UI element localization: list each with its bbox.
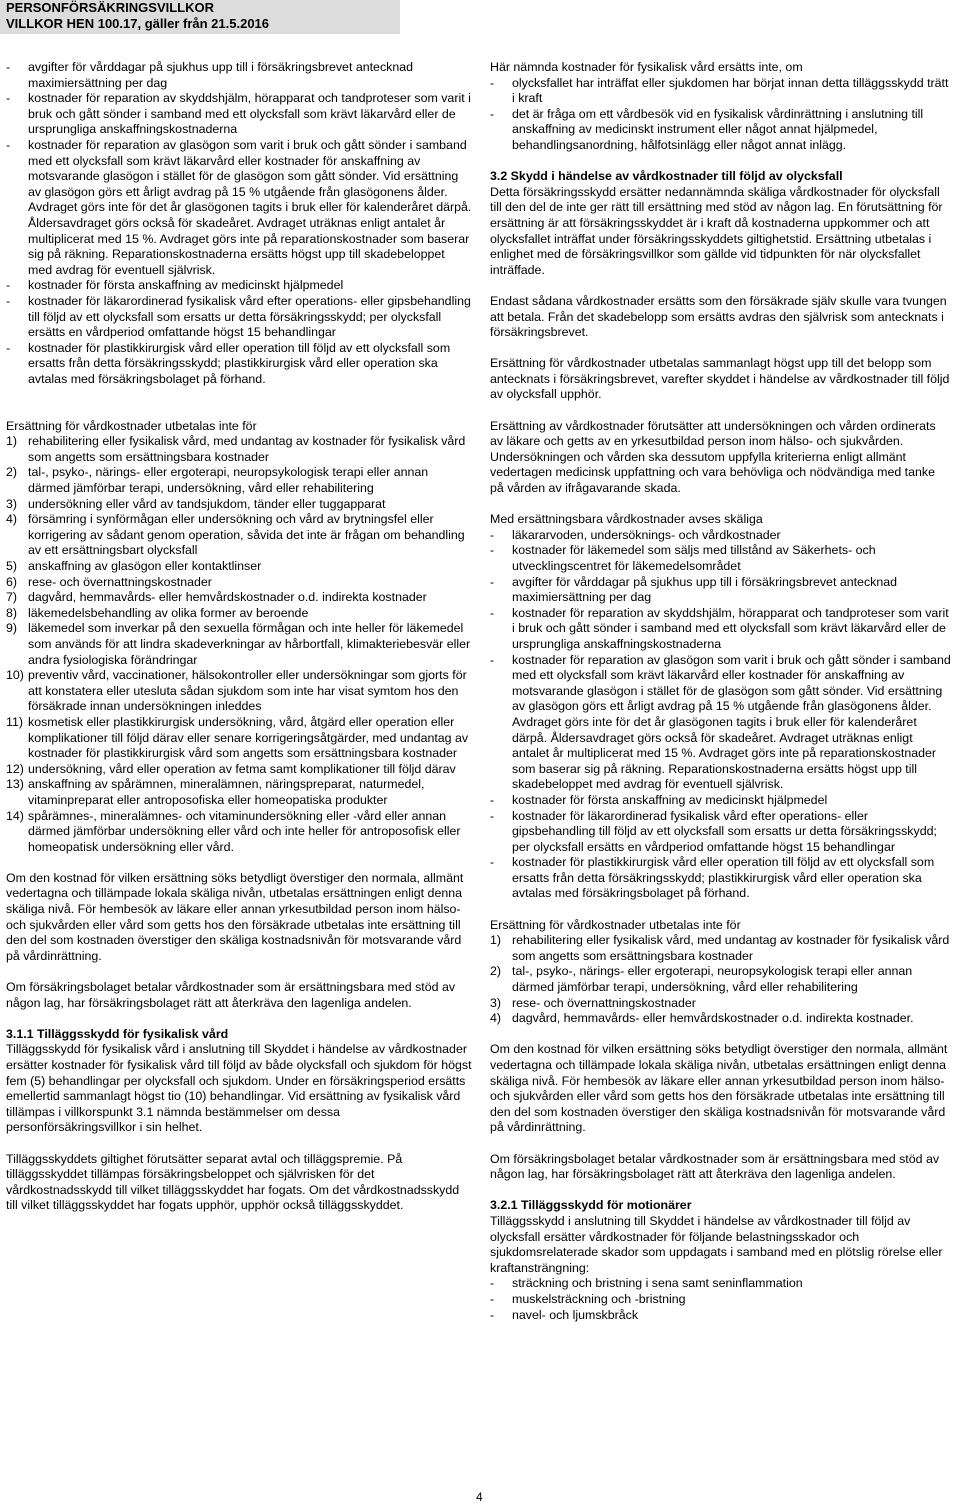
- item-text: kosmetisk eller plastikkirurgisk undersökning, vård, åtgärd eller operation eller komplikationer till följd därav eller senare korrigeringsåtgärder, med undantag av kostnader för plastikkirurgisk vård som angetts som ersättningsbara kostnader: [28, 714, 469, 761]
- list-item: - kostnader för reparation av glasögon som varit i bruk och gått sönder i samband med ett olycksfall som krävt läkarvård eller kostnader för anskaffning av motsvarande glasögon i stället för de glasögon som gått sönder. Vid ersättning av glasögon görs ett årligt avdrag på 15 % utgående från glasögonens ålder. Avdraget görs inte för det år glasögonen tagits i bruk eller för kalenderåret därpå. Åldersavdraget görs också för skadeåret. Avdraget uträknas enligt antalet år multiplicerat med 15 %. Avdraget görs inte på reparationskostnader som baserar sig på räkning. Reparationskostnaderna ersätts högst upp till skadebeloppet med avdrag för eventuell självrisk.: [6, 138, 472, 278]
- section-heading: 3.2.1 Tilläggsskydd för motionärer: [490, 1198, 692, 1213]
- paragraph: Tilläggsskydd för fysikalisk vård i anslutning till Skyddet i händelse av vårdkostnader ersätter kostnader för fysikalisk vård till följd av både olycksfall och sjukdom för högst fem (5) behandlingar per olycksfall och sjukdom. Under en försäkringsperiod ersätts emellertid sammanlagt högst tio (10) behandlingar. Vid ersättning av fysikalisk vård tillämpas i villkorspunkt 3.1 nämnda bestämmelser om dessa personförsäkringsvillkor i sin helhet.: [6, 1042, 472, 1135]
- item-number: 6): [6, 574, 18, 589]
- section-heading: 3.1.1 Tilläggsskydd för fysikalisk vård: [6, 1026, 229, 1041]
- item-number: 11): [6, 714, 23, 729]
- item-number: 8): [6, 605, 18, 620]
- item-number: 5): [6, 559, 18, 573]
- list-item: - kostnader för plastikkirurgisk vård eller operation till följd av ett olycksfall som ersatts från detta försäkringsskydd; plastikkirurgisk vård eller operation ska avtalas med försäkringsbolaget på förhand.: [6, 341, 472, 388]
- item-text: dagvård, hemmavårds- eller hemvårdskostnader o.d. indirekta kostnader.: [512, 1011, 914, 1026]
- numbered-list-item: [6, 434, 472, 465]
- paragraph: Tilläggsskyddets giltighet förutsätter separat avtal och tilläggspremie. På tilläggsskyddet tillämpas försäkringsbeloppet och självrisken för det vårdkostnadsskydd till vilket tilläggsskyddet har fogats. Om det vårdkostnadsskydd till vilket tilläggsskyddet har fogats upphör, upphör också tilläggsskyddet.: [6, 1151, 460, 1213]
- item-number: 4): [490, 1011, 502, 1026]
- section-heading: 3.2 Skydd i händelse av vårdkostnader till följd av olycksfall: [490, 169, 843, 184]
- item-number: 1): [6, 434, 18, 449]
- list-item: - kostnader för första anskaffning av medicinskt hjälpmedel: [490, 793, 952, 809]
- item-number: 12): [6, 761, 24, 776]
- numbered-list-item: [6, 575, 472, 591]
- item-text: läkemedelsbehandling av olika former av beroende: [28, 605, 309, 620]
- paragraph: Här nämnda kostnader för fysikalisk vård ersätts inte, om: [490, 60, 803, 74]
- paragraph: Endast sådana vårdkostnader ersätts som den försäkrade själv skulle vara tvungen att betala. Från det skadebelopp som ersätts avdras den självrisk som antecknats i försäkringsbrevet.: [490, 293, 947, 340]
- item-number: 2): [6, 465, 18, 480]
- document-version: VILLKOR HEN 100.17, gäller från 21.5.2016: [6, 16, 270, 31]
- list-item: - kostnader för reparation av skyddshjälm, hörapparat och tandproteser som varit i bruk och gått sönder i samband med ett olycksfall som krävt läkarvård eller de ursprungliga anskaffningskostnaderna: [490, 606, 952, 653]
- item-number: 14): [6, 808, 24, 823]
- page-number: 4: [476, 1490, 483, 1504]
- item-number: 7): [6, 590, 18, 605]
- item-number: 3): [490, 995, 502, 1010]
- numbered-list-item: [6, 559, 472, 575]
- item-text: rese- och övernattningskostnader: [512, 995, 696, 1010]
- item-text: dagvård, hemmavårds- eller hemvårdskostnader o.d. indirekta kostnader: [28, 590, 427, 605]
- numbered-list-item: [6, 621, 472, 668]
- paragraph: Med ersättningsbara vårdkostnader avses skäliga: [490, 512, 763, 527]
- list-item: - navel- och ljumskbråck: [490, 1308, 952, 1324]
- item-number: 9): [6, 621, 18, 636]
- item-text: rehabilitering eller fysikalisk vård, med undantag av kostnader för fysikalisk vård som angetts som ersättningsbara kostnader: [512, 933, 950, 963]
- numbered-list-item: [6, 715, 472, 762]
- paragraph: Tilläggsskydd i anslutning till Skyddet i händelse av vårdkostnader till följd av olycksfall ersätter vårdkostnader för följande belastningsskador och sjukdomsrelaterade skador som uppdagats i samband med en plötslig rörelse eller kraftansträngning:: [490, 1213, 943, 1275]
- paragraph: Ersättning för vårdkostnader utbetalas inte för: [6, 418, 257, 433]
- list-item: - läkararvoden, undersöknings- och vårdkostnader: [490, 528, 952, 544]
- list-item: - kostnader för läkarordinerad fysikalisk vård efter operations- eller gipsbehandling till följd av ett olycksfall som ersatts ur detta försäkringsskydd; per olycksfall ersätts en vårdperiod omfattande högst 15 behandlingar: [490, 809, 952, 856]
- numbered-list-item: [6, 606, 472, 622]
- numbered-list-item: [6, 668, 472, 715]
- list-item: - sträckning och bristning i sena samt seninflammation: [490, 1276, 952, 1292]
- paragraph: Ersättning av vårdkostnader förutsätter att undersökningen och vården ordinerats av läkare och getts av en yrkesutbildad person inom hälso- och sjukvården. Undersökningen och vården ska dessutom uppfylla kriterierna enligt allmänt vedertagen medicinsk uppfattning och vara behövliga och nödvändiga med tanke på vården av ifrågavarande skada.: [490, 418, 936, 496]
- item-number: 2): [490, 964, 502, 979]
- numbered-list-item: [6, 497, 472, 513]
- list-item: - kostnader för första anskaffning av medicinskt hjälpmedel: [6, 278, 472, 294]
- list-item: - avgifter för vårddagar på sjukhus upp till i försäkringsbrevet antecknad maximiersättning per dag: [490, 575, 952, 606]
- paragraph: Ersättning för vårdkostnader utbetalas sammanlagt högst upp till det belopp som antecknats i försäkringsbrevet, varefter skyddet i händelse av vårdkostnader till följd av olycksfall upphör.: [490, 356, 950, 402]
- item-text: tal-, psyko-, närings- eller ergoterapi, neuropsykologisk terapi eller annan därmed jämförbar terapi, undersökning, vård eller rehabilitering: [28, 465, 429, 496]
- list-item: - kostnader för plastikkirurgisk vård eller operation till följd av ett olycksfall som ersatts från detta försäkringsskydd; plastikkirurgisk vård eller operation ska avtalas med försäkringsbolaget på förhand.: [490, 855, 952, 902]
- list-item: - det är fråga om ett vårdbesök vid en fysikalisk vårdinrättning i anslutning till anskaffning av medicinskt instrument eller något annat hjälpmedel, behandlingsanordning, hålfotsinlägg eller något annat inlägg.: [490, 107, 952, 154]
- numbered-list-item: [6, 590, 472, 606]
- item-text: preventiv vård, vaccinationer, hälsokontroller eller undersökningar som gjorts för att konstatera eller utesluta sådan sjukdom som inte har visat symtom hos den försäkrade innan undersökningen inleddes: [28, 668, 467, 714]
- numbered-list-item: [490, 964, 952, 995]
- numbered-list-item: [6, 809, 472, 856]
- item-number: 1): [490, 933, 502, 948]
- numbered-list-item: [6, 465, 472, 496]
- item-number: 13): [6, 777, 24, 792]
- numbered-list: [490, 933, 952, 1027]
- left-column: [6, 60, 472, 1214]
- item-text: rese- och övernattningskostnader: [28, 574, 212, 589]
- numbered-list-item: [490, 933, 952, 964]
- numbered-list-item: [6, 762, 472, 778]
- item-text: anskaffning av spårämnen, mineralämnen, näringspreparat, naturmedel, vitaminpreparat eller antroposofiska eller homeopatiska produkter: [28, 777, 425, 807]
- item-text: anskaffning av glasögon eller kontaktlinser: [28, 559, 262, 573]
- paragraph: Ersättning för vårdkostnader utbetalas inte för: [490, 917, 741, 932]
- item-text: undersökning, vård eller operation av fetma samt komplikationer till följd därav: [28, 761, 456, 776]
- item-text: undersökning eller vård av tandsjukdom, tänder eller tuggapparat: [28, 496, 386, 511]
- numbered-list-item: [6, 777, 472, 808]
- item-text: läkemedel som inverkar på den sexuella förmågan och inte heller för läkemedel som används för att lindra skadeverkningar av hårbortfall, klimakteriebesvär eller andra fysiologiska förändringar: [28, 621, 471, 667]
- item-number: 3): [6, 496, 18, 511]
- list-item: - kostnader för läkarordinerad fysikalisk vård efter operations- eller gipsbehandling till följd av ett olycksfall som ersatts ur detta försäkringsskydd; per olycksfall ersätts en vårdperiod omfattande högst 15 behandlingar: [6, 294, 472, 341]
- list-item: - avgifter för vårddagar på sjukhus upp till i försäkringsbrevet antecknad maximiersättning per dag: [6, 60, 472, 91]
- numbered-list: [6, 434, 472, 855]
- numbered-list-item: [6, 512, 472, 559]
- item-text: rehabilitering eller fysikalisk vård, med undantag av kostnader för fysikalisk vård som angetts som ersättningsbara kostnader: [28, 434, 466, 464]
- list-item: - muskelsträckning och -bristning: [490, 1292, 952, 1308]
- item-text: tal-, psyko-, närings- eller ergoterapi, neuropsykologisk terapi eller annan därmed jämförbar terapi, undersökning, vård eller rehabilitering: [512, 964, 913, 995]
- item-number: 10): [6, 668, 24, 683]
- numbered-list-item: [490, 996, 952, 1012]
- paragraph: Om försäkringsbolaget betalar vårdkostnader som är ersättningsbara med stöd av någon lag, har försäkringsbolaget rätt att återkräva den lagenliga andelen.: [6, 980, 456, 1010]
- list-item: - kostnader för läkemedel som säljs med tillstånd av Säkerhets- och utvecklingscentret för läkemedelsområdet: [490, 543, 952, 574]
- paragraph: Om den kostnad för vilken ersättning söks betydligt överstiger den normala, allmänt vedertagna och tillämpade lokala skäliga nivån, utbetalas ersättningen enligt denna skäliga nivå. För hembesök av läkare eller annan yrkesutbildad person inom hälso- och sjukvården eller vård som getts hos den försäkrade utbetalas inte ersättning till den del som kostnaden överstiger den skäliga kostnadsnivån för motsvarande vård på vårdinrättning.: [490, 1042, 948, 1135]
- item-text: försämring i synförmågan eller undersökning och vård av brytningsfel eller korrigering av sådant genom operation, såvida det inte är frågan om behandling av ett ersättningsbart olycksfall: [28, 512, 465, 558]
- document-title: PERSONFÖRSÄKRINGSVILLKOR: [6, 0, 215, 15]
- paragraph: Detta försäkringsskydd ersätter nedannämnda skäliga vårdkostnader för olycksfall till den del de inte ger rätt till ersättning med stöd av någon lag. En förutsättning för ersättning är att försäkringsskyddet är i kraft då kostnaderna uppkommer och att olycksfallet inträffat under försäkringsskyddets giltighetstid. Ersättning utbetalas i enlighet med de försäkringsvillkor som gällde vid tidpunkten för när olycksfallet inträffade.: [490, 184, 943, 277]
- right-column: [490, 60, 952, 1323]
- paragraph: Om försäkringsbolaget betalar vårdkostnader som är ersättningsbara med stöd av någon lag, har försäkringsbolaget rätt att återkräva den lagenliga andelen.: [490, 1151, 940, 1182]
- item-text: spårämnes-, mineralämnes- och vitaminundersökning eller -vård eller annan därmed jämförbar undersökning eller vård och inte heller för antroposofisk eller homeopatisk undersökning eller vård.: [28, 808, 461, 854]
- paragraph: Om den kostnad för vilken ersättning söks betydligt överstiger den normala, allmänt vedertagna och tillämpade lokala skäliga nivån, utbetalas ersättningen enligt denna skäliga nivå. För hembesök av läkare eller annan yrkesutbildad person inom hälso- och sjukvården eller vård som getts hos den försäkrade utbetalas inte ersättning till den del som kostnaden överstiger den skäliga kostnadsnivån för motsvarande vård på vårdinrättning.: [6, 870, 464, 963]
- list-item: - kostnader för reparation av skyddshjälm, hörapparat och tandproteser som varit i bruk och gått sönder i samband med ett olycksfall som krävt läkarvård eller de ursprungliga anskaffningskostnaderna: [6, 91, 472, 138]
- item-number: 4): [6, 512, 18, 527]
- list-item: - olycksfallet har inträffat eller sjukdomen har börjat innan detta tilläggsskydd trätt i kraft: [490, 76, 952, 107]
- document-header: [0, 0, 400, 34]
- numbered-list-item: [490, 1011, 952, 1027]
- list-item: - kostnader för reparation av glasögon som varit i bruk och gått sönder i samband med ett olycksfall som krävt läkarvård eller kostnader för anskaffning av motsvarande glasögon i stället för de glasögon som gått sönder. Vid ersättning av glasögon görs ett årligt avdrag på 15 % utgående från glasögonens ålder. Avdraget görs inte för det år glasögonen tagits i bruk eller för kalenderåret därpå. Åldersavdraget görs också för skadeåret. Avdraget uträknas enligt antalet år multiplicerat med 15 %. Avdraget görs inte på reparationskostnader som baserar sig på räkning. Reparationskostnaderna ersätts högst upp till skadebeloppet med avdrag för eventuell självrisk.: [490, 653, 952, 793]
